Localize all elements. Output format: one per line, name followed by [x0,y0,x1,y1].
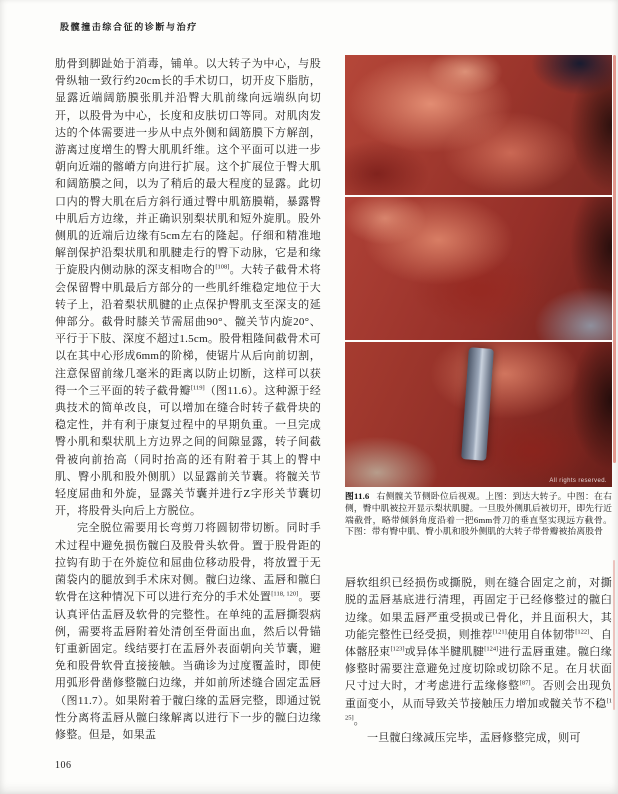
figure-caption [345,491,612,538]
figure-caption-text: 右侧髋关节侧卧位后视观。上图：到达大转子。中图：在右侧，臀中肌被拉开显示梨状肌腱。一旦股外侧肌后被切开，即先行近端截骨，略带倾斜角度沿着一把6mm骨刀的垂直坚实现远方截骨。下图：带有臀中肌、臀小肌和股外侧肌的大转子带骨瓣被抬离股骨 [345,491,612,537]
right-column [345,55,612,747]
book-edge-stripe-lower [613,560,615,710]
figure-photo-bottom [345,342,612,487]
figure-11-6 [345,55,612,538]
left-column [55,56,321,744]
metal-instrument-shape [461,347,494,460]
figure-photo-middle [345,197,612,340]
figure-photo-top [345,55,612,195]
right-paragraph-1: 唇软组织已经损伤或撕脱，则在缝合固定之前，对撕脱的盂唇基底进行清理，再固定于已经修整过的髋臼边缘。如果盂唇严重受损或已骨化，并且面积大，其功能完整性已经受损，则推荐[121]使用自体韧带[122]、自体髂胫束[123]或异体半腱肌腱[124]进行盂唇重建。髋臼缘修整时需要注意避免过度切除或切除不足。在月状面尺寸过大时，才考虑进行盂缘修整[87]。否则会出现负重面变小，从而导致关节接触压力增加或髋关节不稳[125]。 [345,577,613,727]
left-paragraph-1: 肋骨到脚趾始于消毒，铺单。以大转子为中心，与股骨纵轴一致行约20cm长的手术切口，切开皮下脂肪，显露近端阔筋膜张肌并沿臀大肌前缘向远端纵向切开，以股骨为中心，长度和皮肤切口等同。对肌肉发达的个体需要进一步从中点外侧和阔筋膜下方解剖，游离过度增生的臀大肌肌纤维。这个平面可以进一步朝向近端的髂嵴方向进行扩展。这个扩展位于臀大肌和阔筋膜之间，以为了稍后的最大程度的显露。此切口内的臀大肌在后方斜行通过臀中肌筋膜鞘，暴露臀中肌后方边缘，并正确识别梨状肌和短外旋肌。股外侧肌的近端后边缘有5cm左右的隆起。仔细和精准地解剖保护沿梨状肌和肌腱走行的臀下动脉，它是和缘于旋股内侧动脉的深支相吻合的[108]。大转子截骨术将会保留臀中肌最后方部分的一些肌纤维稳定地位于大转子上，沿着梨状肌腱的止点保护臀肌支至深支的延伸部分。截骨时膝关节需屈曲90°、髋关节内旋20°、平行于下肢、深度不超过1.5cm。股骨粗隆间截骨术可以在其中心形成6mm的阶梯，使锯片从后向前切割，注意保留前缘几毫米的距离以防止切断，这样可以获得一个三平面的转子截骨瓣[119]（图11.6）。这种源于经典技术的简单改良，可以增加在缝合时转子截骨块的稳定性，并有利于康复过程中的早期负重。一旦完成臀小肌和梨状肌上方边界之间的间隙显露，转子间截骨被向前抬高（同时抬高的还有附着于其上的臀中肌、臀小肌和股外侧肌）以显露前关节囊。将髋关节轻度屈曲和外旋，显露关节囊并进行Z字形关节囊切开，将股骨头向后上方脱位。 [55,58,322,518]
book-edge-stripe [613,55,616,463]
figure-label: 图11.6 [345,491,370,501]
right-text-block [345,575,612,747]
running-header: 股髋撞击综合征的诊断与治疗 [60,22,198,32]
page-number: 106 [55,760,72,771]
figure-watermark: All rights reserved. [549,478,607,484]
right-paragraph-2: 一旦髋臼缘减压完毕，盂唇修整完成，则可 [367,732,581,745]
left-paragraph-2: 完全脱位需要用长弯剪刀将圆韧带切断。同时手术过程中避免损伤髋臼及股骨头软骨。置于股骨距的拉钩有助于在外旋位和屈曲位移动股骨，将放置于无菌袋内的腿放到手术床对侧。髋臼边缘、盂唇和髋臼软骨在这种情况下可以进行充分的手术处置[118, 120]。要认真评估盂唇及软骨的完整性。在单纯的盂唇撕裂病例，需要将盂唇附着处清创至骨面出血，然后以骨锚钉重新固定。线结要打在盂唇外表面朝向关节囊，避免和股骨软骨直接接触。当确诊为过度覆盖时，即使用弧形骨凿修整髋臼边缘，并如前所述缝合固定盂唇（图11.7）。如果附着于髋臼缘的盂唇完整，即通过锐性分离将盂唇从髋臼缘解离以进行下一步的髋臼边缘修整。但是，如果盂 [55,522,322,741]
